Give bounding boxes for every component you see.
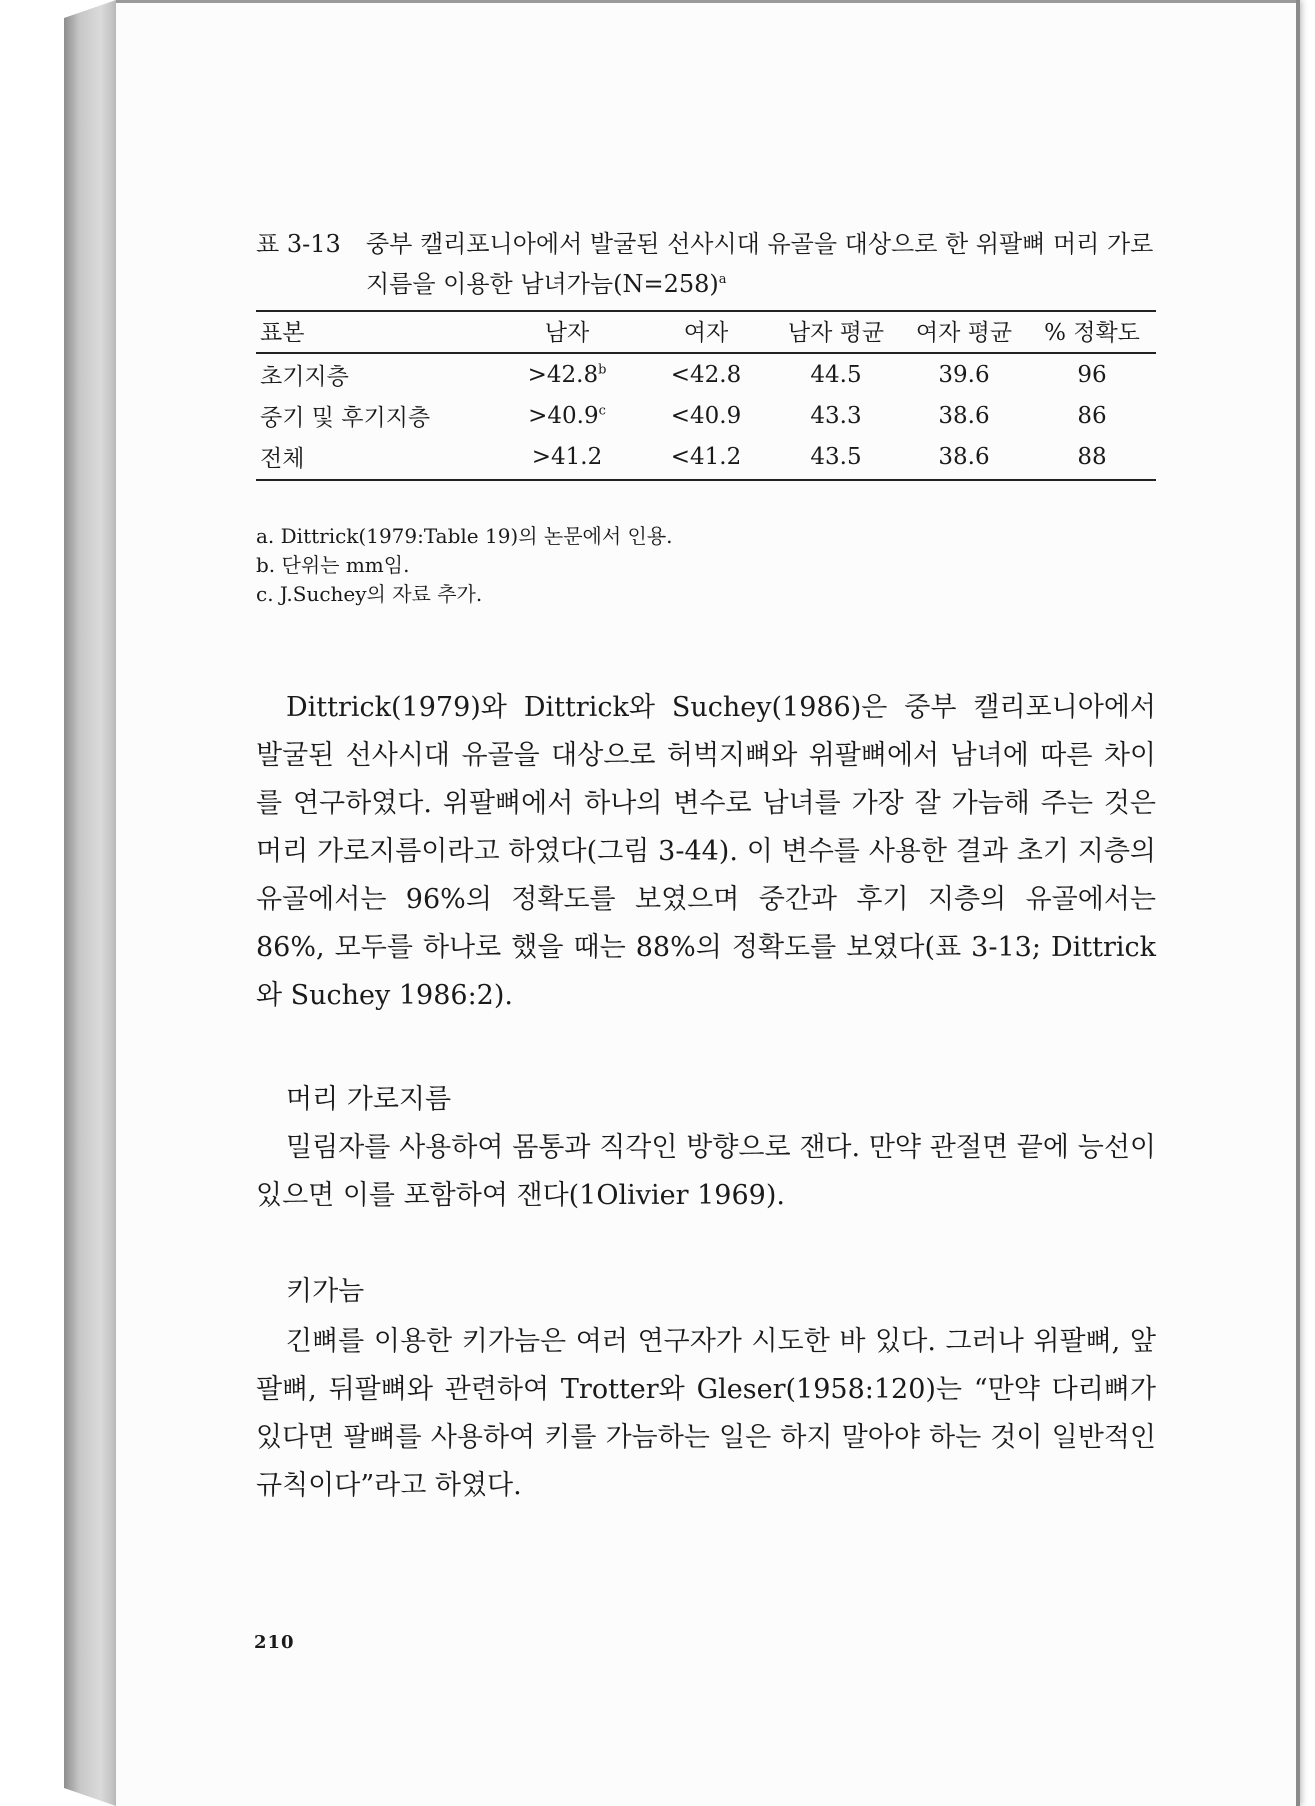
cell-female: <40.9 <box>670 402 742 429</box>
footnote-b: b. 단위는 mm임. <box>256 553 410 577</box>
cell-female-mean: 38.6 <box>938 402 990 429</box>
header-male: 남자 <box>494 311 640 353</box>
cell-female-mean: 38.6 <box>900 436 1028 480</box>
cell-female: <41.2 <box>640 436 772 480</box>
cell-male-mean: 43.5 <box>772 436 900 480</box>
body-paragraph-3: 긴뼈를 이용한 키가늠은 여러 연구자가 시도한 바 있다. 그러나 위팔뼈, 앞팔뼈, 뒤팔뼈와 관련하여 Trotter와 Gleser(1958:120)는 “만약 다리뼈가 있다면 팔뼈를 사용하여 키를 가늠하는 일은 하지 말아야 하는 것이 일반적인 규칙이다”라고 하였다. <box>256 1326 1156 1501</box>
cell-male-mean: 43.3 <box>810 402 862 429</box>
table-row <box>256 436 1156 480</box>
cell-male: >42.8$^b$ <box>527 361 607 388</box>
cell-male: >40.9$^c$ <box>528 402 606 429</box>
body-paragraph-1: Dittrick(1979)와 Dittrick와 Suchey(1986)은 중부 캘리포니아에서 발굴된 선사시대 유골을 대상으로 허벅지뼈와 위팔뼈에서 남녀에 따른 차이를 연구하였다. 위팔뼈에서 하나의 변수로 남녀를 가장 잘 가늠해 주는 것은 머리 가로지름이라고 하였다(그림 3-44). 이 변수를 사용한 결과 초기 지층의 유골에서는 96%의 정확도를 보였으며 중간과 후기 지층의 유골에서는 86%, 모두를 하나로 했을 때는 88%의 정확도를 보였다(표 3-13; Dittrick와 Suchey 1986:2). <box>256 692 1156 1011</box>
table-caption-label: 표 3-13 <box>256 230 341 258</box>
header-accuracy: % 정확도 <box>1028 311 1156 353</box>
header-female: 여자 <box>640 311 772 353</box>
table-row <box>256 395 1156 436</box>
header-male-mean: 남자 평균 <box>772 311 900 353</box>
cell-male: >41.2 <box>494 436 640 480</box>
cell-accuracy: 88 <box>1028 436 1156 480</box>
cell-accuracy: 96 <box>1077 361 1107 388</box>
cell-male-mean: 44.5 <box>810 361 862 388</box>
cell-sample: 중기 및 후기지층 <box>260 405 431 431</box>
page-top-edge <box>116 0 1299 3</box>
table-caption <box>256 226 1156 302</box>
table-row <box>256 353 1156 395</box>
cell-female-mean: 39.6 <box>938 361 990 388</box>
data-table <box>256 310 1156 481</box>
footnote-a: a. Dittrick(1979:Table 19)의 논문에서 인용. <box>256 524 673 548</box>
header-sample: 표본 <box>256 311 494 353</box>
page-right-edge <box>1296 0 1300 1806</box>
book-spine-edge <box>64 0 116 1806</box>
table-header-row <box>256 311 1156 353</box>
caption-footnote-marker: a <box>718 272 727 287</box>
section-heading-stature: 키가늠 <box>286 1276 365 1307</box>
section-heading-head-width: 머리 가로지름 <box>286 1084 452 1115</box>
table-caption-text: 중부 캘리포니아에서 발굴된 선사시대 유골을 대상으로 한 위팔뼈 머리 가로지름을 이용한 남녀가늠(N=258)$^a$ <box>366 230 1154 298</box>
footnote-c: c. J.Suchey의 자료 추가. <box>256 582 483 606</box>
cell-female: <42.8 <box>670 361 742 388</box>
cell-sample: 초기지층 <box>260 364 349 390</box>
cell-sample: 전체 <box>256 436 494 480</box>
page-number: 210 <box>254 1632 295 1653</box>
header-female-mean: 여자 평균 <box>900 311 1028 353</box>
body-paragraph-2: 밀림자를 사용하여 몸통과 직각인 방향으로 잰다. 만약 관절면 끝에 능선이 있으면 이를 포함하여 잰다(1Olivier 1969). <box>256 1132 1156 1211</box>
table-footnotes <box>256 522 673 609</box>
cell-accuracy: 86 <box>1077 402 1107 429</box>
